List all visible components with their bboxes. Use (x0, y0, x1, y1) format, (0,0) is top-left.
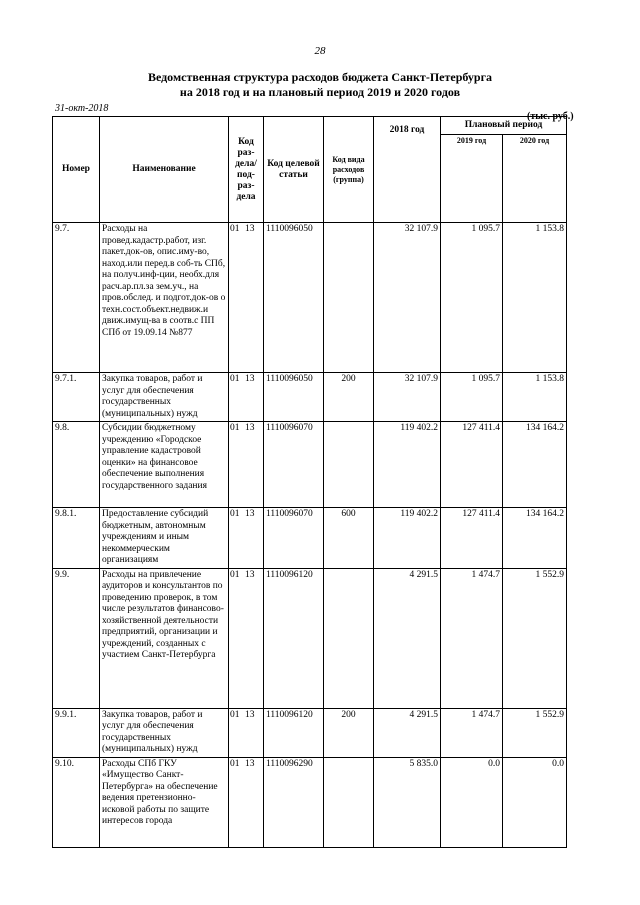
row-number: 9.10. (53, 757, 100, 847)
section-code: 01 (230, 224, 240, 234)
row-type-code: 600 (324, 508, 374, 569)
row-number: 9.7. (53, 223, 100, 373)
row-name: Предоставление субсидий бюджетным, автономным учреждениям и иным некоммерческим организациям (100, 508, 229, 569)
row-number: 9.7.1. (53, 373, 100, 422)
row-number: 9.9.1. (53, 708, 100, 757)
row-value-2020: 1 552.9 (503, 568, 567, 708)
header-target: Код целевой статьи (264, 117, 324, 223)
row-type-code: 200 (324, 373, 374, 422)
subsection-code: 13 (245, 509, 255, 519)
row-value-2019: 1 474.7 (441, 708, 503, 757)
subsection-code: 13 (245, 224, 255, 234)
table-row (53, 422, 567, 508)
table-header (53, 117, 567, 223)
row-value-2018: 4 291.5 (374, 568, 441, 708)
section-code: 01 (230, 709, 240, 720)
row-section-code (229, 223, 264, 373)
subsection-code: 13 (245, 758, 255, 769)
table-row (53, 568, 567, 708)
row-value-2018: 119 402.2 (374, 508, 441, 569)
title-line-2: на 2018 год и на плановый период 2019 и 2020 годов (179, 85, 461, 99)
table-row (53, 757, 567, 847)
row-value-2018: 119 402.2 (374, 422, 441, 508)
row-target-code: 1110096070 (264, 422, 324, 508)
header-2019: 2019 год (441, 135, 503, 223)
row-section-code (229, 373, 264, 422)
subsection-code: 13 (245, 569, 255, 580)
row-number: 9.8. (53, 422, 100, 508)
row-value-2019: 127 411.4 (441, 508, 503, 569)
row-value-2020: 0.0 (503, 757, 567, 847)
section-code: 01 (230, 509, 240, 519)
row-name: Закупка товаров, работ и услуг для обеспечения государственных (муниципальных) нужд (100, 708, 229, 757)
row-target-code: 1110096070 (264, 508, 324, 569)
row-value-2019: 0.0 (441, 757, 503, 847)
row-name: Субсидии бюджетному учреждению «Городское управление кадастровой оценки» на финансовое обеспечение выполнения государственного задания (100, 422, 229, 508)
section-code: 01 (230, 569, 240, 580)
row-name: Расходы на привлечение аудиторов и консультантов по проведению проверок, в том числе результатов финансово-хозяйственной деятельности предприятий, организации и учреждений, созданных с участием Санкт-Петербурга (100, 568, 229, 708)
row-value-2020: 1 153.8 (503, 223, 567, 373)
table-body (53, 223, 567, 848)
header-2018: 2018 год (374, 117, 441, 223)
section-code: 01 (230, 423, 240, 433)
subsection-code: 13 (245, 423, 255, 433)
header-number: Номер (53, 117, 100, 223)
row-value-2019: 127 411.4 (441, 422, 503, 508)
row-section-code (229, 422, 264, 508)
row-number: 9.9. (53, 568, 100, 708)
document-title (0, 70, 640, 100)
subsection-code: 13 (245, 374, 255, 384)
row-target-code: 1110096120 (264, 568, 324, 708)
row-section-code (229, 508, 264, 569)
subsection-code: 13 (245, 709, 255, 720)
row-type-code: 200 (324, 708, 374, 757)
table-row (53, 708, 567, 757)
row-name: Закупка товаров, работ и услуг для обеспечения государственных (муниципальных) нужд (100, 373, 229, 422)
budget-table (52, 116, 567, 848)
row-value-2019: 1 474.7 (441, 568, 503, 708)
row-type-code (324, 568, 374, 708)
row-number: 9.8.1. (53, 508, 100, 569)
row-value-2018: 5 835.0 (374, 757, 441, 847)
row-value-2018: 32 107.9 (374, 223, 441, 373)
table-row (53, 373, 567, 422)
document-date: 31-окт-2018 (55, 103, 109, 114)
section-code: 01 (230, 758, 240, 769)
page-number: 28 (314, 45, 326, 57)
row-section-code (229, 757, 264, 847)
row-value-2020: 134 164.2 (503, 422, 567, 508)
row-type-code (324, 223, 374, 373)
row-name: Расходы на провед.кадастр.работ, изг. пакет.док-ов, опис.иму-во, наход.или перед.в соб-ть СПб, на получ.инф-ции, необх.для расч.ар.пл.за зем.уч., на пров.обслед. и подгот.док-ов о техн.сост.объект.недвиж.и движ.имущ-ва в соотв.с ПП СПб от 19.09.14 №877 (100, 223, 229, 373)
row-value-2018: 32 107.9 (374, 373, 441, 422)
row-type-code (324, 422, 374, 508)
row-section-code (229, 568, 264, 708)
row-section-code (229, 708, 264, 757)
row-name: Расходы СПб ГКУ «Имущество Санкт-Петербурга» на обеспечение ведения претензионно-исковой работы по защите интересов города (100, 757, 229, 847)
units-label: (тыс. руб.) (527, 111, 574, 122)
header-type: Код вида расходов (группа) (324, 117, 374, 223)
header-planned: Плановый период (441, 117, 567, 135)
row-value-2020: 1 552.9 (503, 708, 567, 757)
row-value-2020: 1 153.8 (503, 373, 567, 422)
row-value-2020: 134 164.2 (503, 508, 567, 569)
row-type-code (324, 757, 374, 847)
header-name: Наименование (100, 117, 229, 223)
row-target-code: 1110096050 (264, 373, 324, 422)
section-code: 01 (230, 374, 240, 384)
row-value-2019: 1 095.7 (441, 373, 503, 422)
table-row (53, 223, 567, 373)
table-row (53, 508, 567, 569)
title-line-1: Ведомственная структура расходов бюджета Санкт-Петербурга (147, 70, 493, 84)
row-value-2018: 4 291.5 (374, 708, 441, 757)
header-section: Код раз-дела/ под-раз-дела (229, 117, 264, 223)
header-2020: 2020 год (503, 135, 567, 223)
row-target-code: 1110096120 (264, 708, 324, 757)
row-value-2019: 1 095.7 (441, 223, 503, 373)
row-target-code: 1110096050 (264, 223, 324, 373)
row-target-code: 1110096290 (264, 757, 324, 847)
